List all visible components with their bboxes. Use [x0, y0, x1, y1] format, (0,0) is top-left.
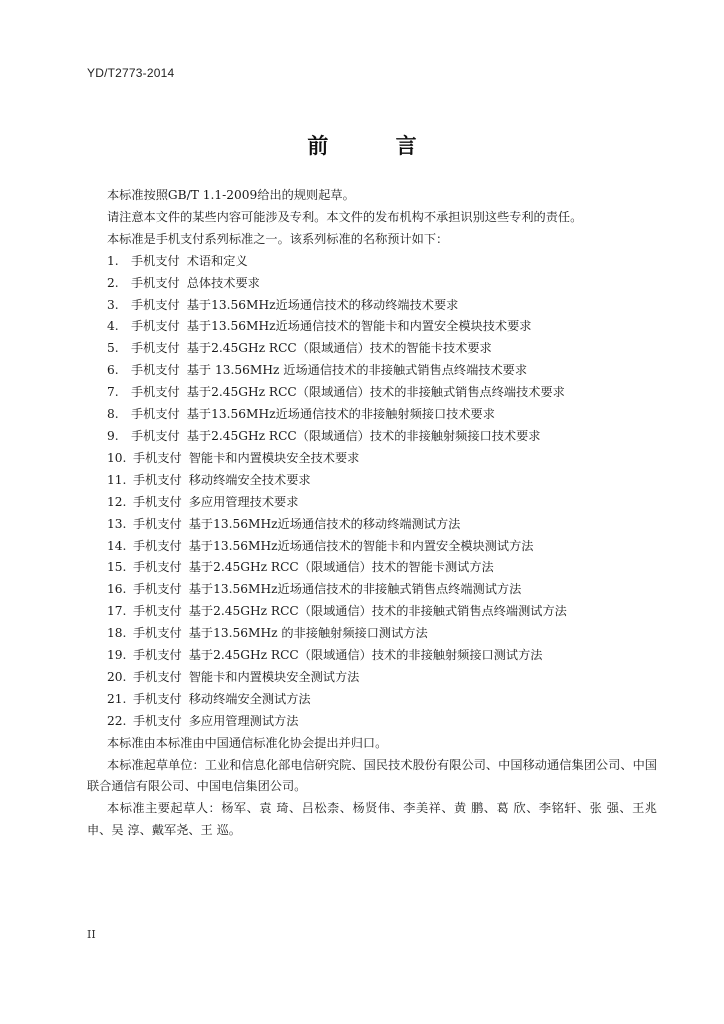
list-item — [87, 711, 657, 733]
list-item — [87, 448, 657, 470]
item-number: 7. — [107, 385, 119, 400]
list-item — [87, 667, 657, 689]
item-series: 手机支付 — [131, 275, 180, 290]
list-item — [87, 557, 657, 579]
item-series: 手机支付 — [133, 648, 182, 663]
item-title: 基于13.56MHz近场通信技术的非接触式销售点终端测试方法 — [188, 582, 522, 597]
item-number: 16. — [107, 582, 127, 597]
item-series: 手机支付 — [133, 450, 182, 465]
item-number: 14. — [107, 538, 127, 553]
item-number: 9. — [107, 428, 119, 443]
item-number: 5. — [107, 341, 119, 356]
item-number: 19. — [107, 648, 127, 663]
list-item — [87, 360, 657, 382]
item-series: 手机支付 — [131, 319, 180, 334]
item-title: 移动终端安全技术要求 — [188, 472, 311, 487]
item-number: 21. — [107, 691, 127, 706]
list-item — [87, 273, 657, 295]
item-title: 基于2.45GHz RCC（限域通信）技术的非接触射频接口技术要求 — [186, 428, 541, 443]
item-title: 基于13.56MHz近场通信技术的移动终端测试方法 — [188, 516, 461, 531]
item-series: 手机支付 — [133, 494, 182, 509]
item-series: 手机支付 — [133, 516, 182, 531]
item-title: 总体技术要求 — [186, 275, 260, 290]
page-title: 前 言 — [307, 134, 447, 158]
drafters-paragraph: 本标准主要起草人：杨军、袁 琦、吕松柰、杨贤伟、李美祥、黄 鹏、葛 欣、李铭轩、张 强、王兆申、吴 淳、戴军尧、王 巡。 — [87, 801, 657, 838]
proposer-paragraph: 本标准由本标准由中国通信标准化协会提出并归口。 — [107, 735, 388, 750]
list-item — [87, 295, 657, 317]
item-title: 基于13.56MHz近场通信技术的智能卡和内置安全模块技术要求 — [186, 319, 532, 334]
list-item — [87, 251, 657, 273]
item-number: 20. — [107, 669, 127, 684]
list-item — [87, 338, 657, 360]
item-title: 基于2.45GHz RCC（限域通信）技术的智能卡测试方法 — [188, 560, 494, 575]
item-title: 基于13.56MHz近场通信技术的非接触射频接口技术要求 — [186, 407, 495, 422]
item-title: 基于13.56MHz 的非接触射频接口测试方法 — [188, 626, 428, 641]
list-item — [87, 492, 657, 514]
item-title: 多应用管理测试方法 — [188, 713, 299, 728]
item-title: 术语和定义 — [186, 253, 248, 268]
item-number: 4. — [107, 319, 119, 334]
item-number: 1. — [107, 253, 119, 268]
item-series: 手机支付 — [131, 297, 180, 312]
item-title: 基于2.45GHz RCC（限域通信）技术的非接触式销售点终端技术要求 — [186, 385, 565, 400]
item-series: 手机支付 — [133, 582, 182, 597]
item-number: 12. — [107, 494, 127, 509]
item-title: 移动终端安全测试方法 — [188, 691, 311, 706]
item-title: 智能卡和内置模块安全测试方法 — [188, 669, 360, 684]
item-series: 手机支付 — [131, 385, 180, 400]
item-title: 基于2.45GHz RCC（限域通信）技术的非接触射频接口测试方法 — [188, 648, 543, 663]
item-title: 基于2.45GHz RCC（限域通信）技术的智能卡技术要求 — [186, 341, 492, 356]
item-number: 13. — [107, 516, 127, 531]
item-number: 8. — [107, 407, 119, 422]
intro-paragraph-2: 请注意本文件的某些内容可能涉及专利。本文件的发布机构不承担识别这些专利的责任。 — [107, 209, 583, 224]
standard-code-header: YD/T2773-2014 — [87, 66, 175, 80]
intro-paragraph-1: 本标准按照GB/T 1.1-2009给出的规则起草。 — [107, 188, 355, 202]
list-item — [87, 579, 657, 601]
list-item — [87, 316, 657, 338]
list-item — [87, 536, 657, 558]
item-series: 手机支付 — [133, 626, 182, 641]
item-number: 15. — [107, 560, 127, 575]
list-item — [87, 645, 657, 667]
item-number: 17. — [107, 604, 127, 619]
item-number: 2. — [107, 275, 119, 290]
item-number: 22. — [107, 713, 127, 728]
item-series: 手机支付 — [133, 560, 182, 575]
item-title: 智能卡和内置模块安全技术要求 — [188, 450, 360, 465]
list-item — [87, 404, 657, 426]
foreword-body — [87, 185, 657, 842]
item-title: 多应用管理技术要求 — [188, 494, 299, 509]
item-series: 手机支付 — [131, 363, 180, 378]
drafting-units-paragraph: 本标准起草单位：工业和信息化部电信研究院、国民技术股份有限公司、中国移动通信集团公司、中国联合通信有限公司、中国电信集团公司。 — [87, 757, 657, 794]
item-title: 基于13.56MHz近场通信技术的智能卡和内置安全模块测试方法 — [188, 538, 534, 553]
item-series: 手机支付 — [131, 428, 180, 443]
item-series: 手机支付 — [131, 253, 180, 268]
list-item — [87, 470, 657, 492]
item-series: 手机支付 — [133, 604, 182, 619]
item-title: 基于 13.56MHz 近场通信技术的非接触式销售点终端技术要求 — [186, 363, 528, 378]
series-list — [87, 251, 657, 733]
item-title: 基于13.56MHz近场通信技术的移动终端技术要求 — [186, 297, 459, 312]
list-item — [87, 426, 657, 448]
list-item — [87, 623, 657, 645]
item-series: 手机支付 — [131, 341, 180, 356]
item-number: 3. — [107, 297, 119, 312]
item-series: 手机支付 — [133, 713, 182, 728]
item-number: 10. — [107, 450, 127, 465]
page-number: II — [87, 928, 96, 941]
item-series: 手机支付 — [133, 669, 182, 684]
item-series: 手机支付 — [133, 472, 182, 487]
item-series: 手机支付 — [133, 538, 182, 553]
item-series: 手机支付 — [133, 691, 182, 706]
item-number: 18. — [107, 626, 127, 641]
intro-paragraph-3: 本标准是手机支付系列标准之一。该系列标准的名称预计如下： — [107, 231, 449, 246]
item-number: 11. — [107, 472, 127, 487]
list-item — [87, 689, 657, 711]
list-item — [87, 514, 657, 536]
item-title: 基于2.45GHz RCC（限域通信）技术的非接触式销售点终端测试方法 — [188, 604, 567, 619]
item-series: 手机支付 — [131, 407, 180, 422]
list-item — [87, 601, 657, 623]
item-number: 6. — [107, 363, 119, 378]
list-item — [87, 382, 657, 404]
